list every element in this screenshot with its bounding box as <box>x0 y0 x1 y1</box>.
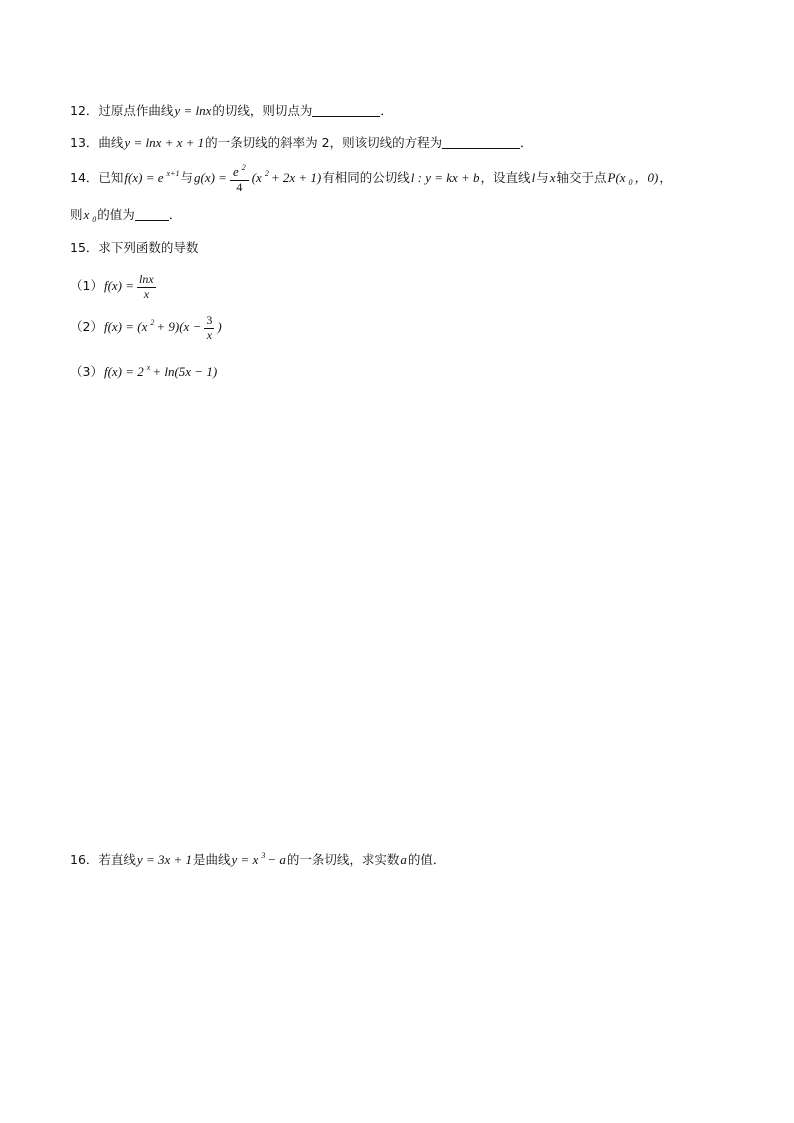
fraction-num: lnx <box>139 272 154 286</box>
curve-exponent: 3 <box>261 851 266 860</box>
question-15-part-3 <box>70 363 218 381</box>
fraction-den: x <box>143 286 150 301</box>
g-paren-open: (x <box>251 169 262 185</box>
point-p-sub: 0 <box>628 177 633 187</box>
question-15 <box>70 240 198 257</box>
formula-lhs: f(x) = 2 <box>103 364 144 379</box>
question-number: 13． <box>70 135 99 150</box>
answer-blank <box>442 136 520 149</box>
question-13 <box>70 135 533 152</box>
formula: y = lnx + x + 1 <box>124 135 205 150</box>
period: ． <box>520 135 533 150</box>
x-var: x <box>549 169 556 185</box>
formula-lhs: f(x) = (x <box>103 319 148 335</box>
f-exponent: x+1 <box>166 168 180 178</box>
question-text: 过原点作曲线 <box>98 103 174 118</box>
square: 2 <box>150 318 155 328</box>
question-text: 与 <box>180 169 193 185</box>
curve-formula-lhs: y = x <box>231 852 259 867</box>
question-text: 则 <box>70 207 83 222</box>
question-12 <box>70 103 393 120</box>
question-text: 的一条切线的斜率为 2，则该切线的方程为 <box>205 135 443 150</box>
question-16 <box>70 851 445 869</box>
exponent: x <box>146 363 151 372</box>
tangent-line-formula: l : y = kx + b <box>410 169 480 185</box>
curve-formula-rest: − a <box>267 852 286 867</box>
question-text: 已知 <box>98 169 124 185</box>
g-paren-rest: + 2x + 1) <box>270 169 322 185</box>
question-text: 是曲线 <box>193 852 231 867</box>
question-15-part-2 <box>70 314 223 343</box>
question-15-part-1 <box>70 273 158 302</box>
formula-lhs: f(x) = <box>103 278 135 294</box>
question-text: 与 <box>536 169 549 185</box>
question-number: 12． <box>70 103 99 118</box>
question-text: 若直线 <box>98 852 136 867</box>
question-number: 14． <box>70 169 99 185</box>
question-text: 的值． <box>407 852 446 867</box>
question-text: 的一条切线，求实数 <box>286 852 400 867</box>
question-text: 曲线 <box>98 135 124 150</box>
question-text: 求下列函数的导数 <box>98 240 199 255</box>
comma: ， <box>659 169 672 185</box>
l-var: l <box>531 169 536 185</box>
g-fraction <box>230 163 249 195</box>
f-formula: f(x) = e <box>124 169 164 185</box>
point-p-rest: ，0) <box>634 169 659 185</box>
line-formula: y = 3x + 1 <box>136 852 193 867</box>
x0-var: x <box>83 207 90 222</box>
question-text: 有相同的公切线 <box>322 169 410 185</box>
question-number: 15． <box>70 240 99 255</box>
answer-blank <box>312 104 380 117</box>
formula-close: ) <box>217 319 222 335</box>
fraction <box>204 314 214 343</box>
g-fraction-den: 4 <box>236 179 243 194</box>
question-14-line-2 <box>70 207 181 225</box>
g-square: 2 <box>264 168 269 178</box>
question-14 <box>70 163 672 195</box>
fraction-den: x <box>206 327 213 342</box>
question-text: 的值为 <box>97 207 135 222</box>
x0-sub: 0 <box>92 215 97 224</box>
fraction <box>137 273 156 302</box>
part-label: （1） <box>70 278 103 294</box>
period: ． <box>168 207 182 222</box>
point-p: P(x <box>607 169 626 185</box>
g-formula-lhs: g(x) = <box>193 169 227 185</box>
a-var: a <box>400 852 407 867</box>
question-number: 16． <box>70 852 99 867</box>
formula: y = lnx <box>174 103 212 118</box>
formula-mid: + 9)(x − <box>156 319 202 335</box>
question-text: 轴交于点 <box>556 169 607 185</box>
question-text: ，设直线 <box>480 169 531 185</box>
answer-blank <box>135 208 169 221</box>
question-text: 的切线，则切点为 <box>212 103 313 118</box>
formula-rest: + ln(5x − 1) <box>152 364 218 379</box>
g-fraction-num-exp: 2 <box>241 163 246 172</box>
part-label: （3） <box>70 364 103 379</box>
part-label: （2） <box>70 319 103 335</box>
period: ． <box>380 103 393 118</box>
fraction-num: 3 <box>206 313 213 327</box>
g-fraction-num-base: e <box>232 164 239 179</box>
